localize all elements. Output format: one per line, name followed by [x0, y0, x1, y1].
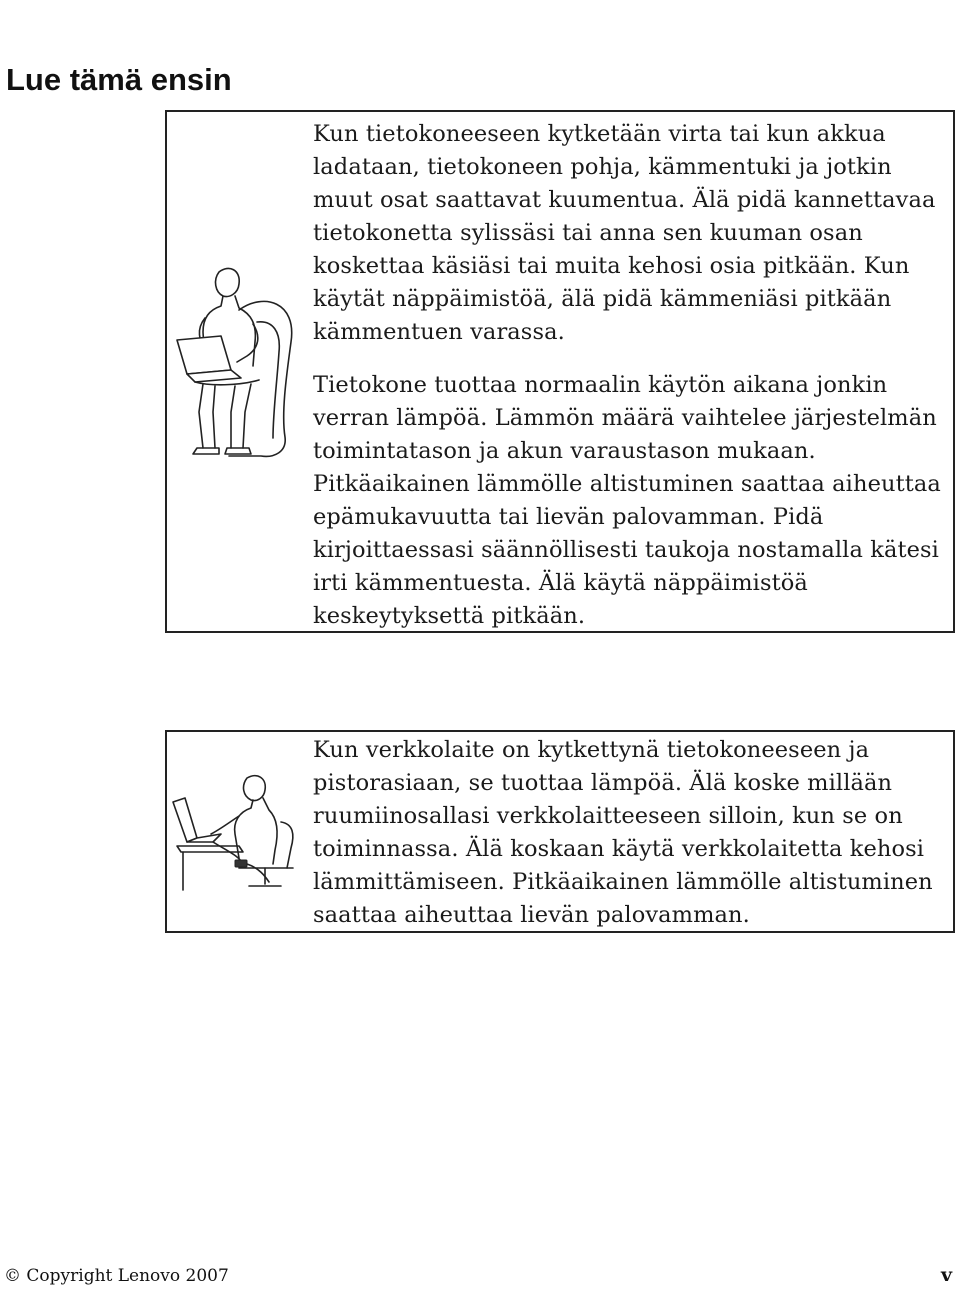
footer-copyright: © Copyright Lenovo 2007 — [4, 1266, 229, 1286]
page-title: Lue tämä ensin — [6, 62, 232, 97]
person-desk-ac-adapter-icon — [169, 772, 304, 892]
notice-text — [313, 118, 949, 633]
notice-paragraph: Kun tietokoneeseen kytketään virta tai kun akkua ladataan, tietokoneen pohja, kämmentuki ja jotkin muut osat saattavat kuumentua. Älä pidä kannettavaa tietokonetta sylissäsi tai anna sen kuuman osan koskettaa käsiäsi tai muita kehosi osia pitkään. Kun käytät näppäimistöä, älä pidä kämmeniäsi pitkään kämmentuen varassa. — [313, 121, 936, 345]
notice-paragraph: Kun verkkolaite on kytkettynä tietokoneeseen ja pistorasiaan, se tuottaa lämpöä. Älä koske millään ruumiinosallasi verkkolaitteeseen silloin, kun se on toiminnassa. Älä koskaan käytä verkkolaitetta kehosi lämmittämiseen. Pitkäaikainen lämmölle altistuminen saattaa aiheuttaa lievän palovamman. — [313, 737, 933, 928]
page-number: v — [940, 1264, 952, 1286]
notice-box-laptop-heat — [165, 110, 955, 633]
notice-paragraph: Tietokone tuottaa normaalin käytön aikana jonkin verran lämpöä. Lämmön määrä vaihtelee järjestelmän toimintatason ja akun varaustason mukaan. Pitkäaikainen lämmölle altistuminen saattaa aiheuttaa epämukavuutta tai lievän palovamman. Pidä kirjoittaessasi säännöllisesti taukoja nostamalla kätesi irti kämmentuesta. Älä käytä näppäimistöä keskeytyksettä pitkään. — [313, 372, 941, 629]
person-laptop-on-lap-icon — [169, 262, 299, 462]
notice-box-ac-adapter-heat — [165, 730, 955, 933]
notice-text — [313, 734, 949, 932]
